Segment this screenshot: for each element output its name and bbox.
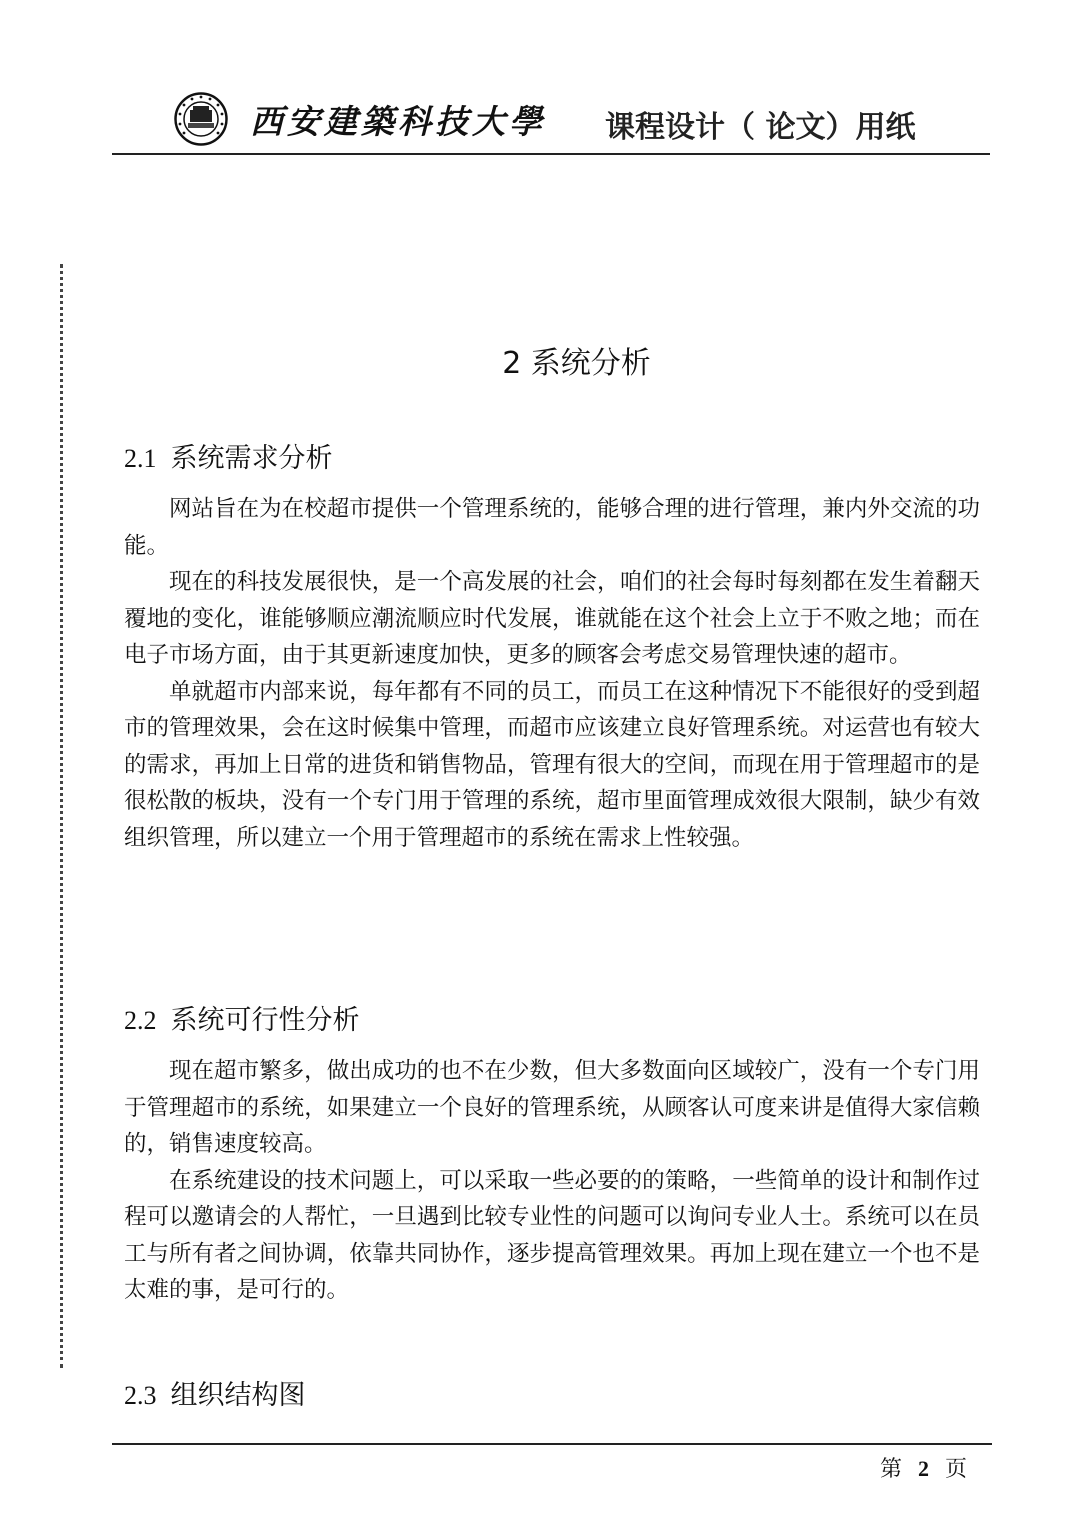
university-seal-icon (174, 92, 228, 146)
page-number (872, 1452, 975, 1483)
section-number: 2.1 (124, 444, 157, 473)
paragraph: 现在的科技发展很快，是一个高发展的社会，咱们的社会每时每刻都在发生着翻天覆地的变化，谁能够顺应潮流顺应时代发展，谁就能在这个社会上立于不败之地；而在电子市场方面，由于其更新速度加快，更多的顾客会考虑交易管理快速的超市。 (124, 569, 980, 668)
section-heading-2-2 (124, 998, 360, 1037)
page-number-value: 2 (917, 1456, 929, 1481)
section-number: 2.3 (124, 1381, 157, 1410)
paragraph: 单就超市内部来说，每年都有不同的员工，而员工在这种情况下不能很好的受到超市的管理效果，会在这时候集中管理，而超市应该建立良好管理系统。对运营也有较大的需求，再加上日常的进货和销售物品，管理有很大的空间，而现在用于管理超市的是很松散的板块，没有一个专门用于管理的系统，超市里面管理成效很大限制，缺少有效组织管理，所以建立一个用于管理超市的系统在需求上性较强。 (124, 678, 980, 851)
paper-type-label: 课程设计（ 论文）用纸 (605, 110, 916, 145)
section-heading-2-1 (124, 436, 333, 475)
page-prefix: 第 (879, 1456, 902, 1481)
paragraph: 网站旨在为在校超市提供一个管理系统的，能够合理的进行管理，兼内外交流的功能。 (124, 496, 980, 559)
university-name: 西安建築科技大學 (250, 102, 546, 141)
header-divider (112, 153, 990, 155)
page-suffix: 页 (944, 1456, 967, 1481)
section-body-2-1 (124, 491, 980, 856)
section-number: 2.2 (124, 1006, 157, 1035)
section-title: 组织结构图 (170, 1380, 306, 1411)
paragraph: 现在超市繁多，做出成功的也不在少数，但大多数面向区域较广，没有一个专门用于管理超市的系统，如果建立一个良好的管理系统，从顾客认可度来讲是值得大家信赖的，销售速度较高。 (124, 1058, 980, 1157)
section-title: 系统需求分析 (170, 443, 333, 474)
page-header (112, 92, 988, 152)
section-body-2-2 (124, 1053, 980, 1309)
section-heading-2-3 (124, 1373, 306, 1412)
chapter-title: 2 系统分析 (502, 346, 651, 381)
footer-divider (112, 1443, 992, 1445)
section-title: 系统可行性分析 (170, 1005, 360, 1036)
paragraph: 在系统建设的技术问题上，可以采取一些必要的的策略，一些简单的设计和制作过程可以邀请会的人帮忙，一旦遇到比较专业性的问题可以询问专业人士。系统可以在员工与所有者之间协调，依靠共同协作，逐步提高管理效果。再加上现在建立一个也不是太难的事，是可行的。 (124, 1167, 980, 1303)
binding-line (60, 264, 63, 1368)
